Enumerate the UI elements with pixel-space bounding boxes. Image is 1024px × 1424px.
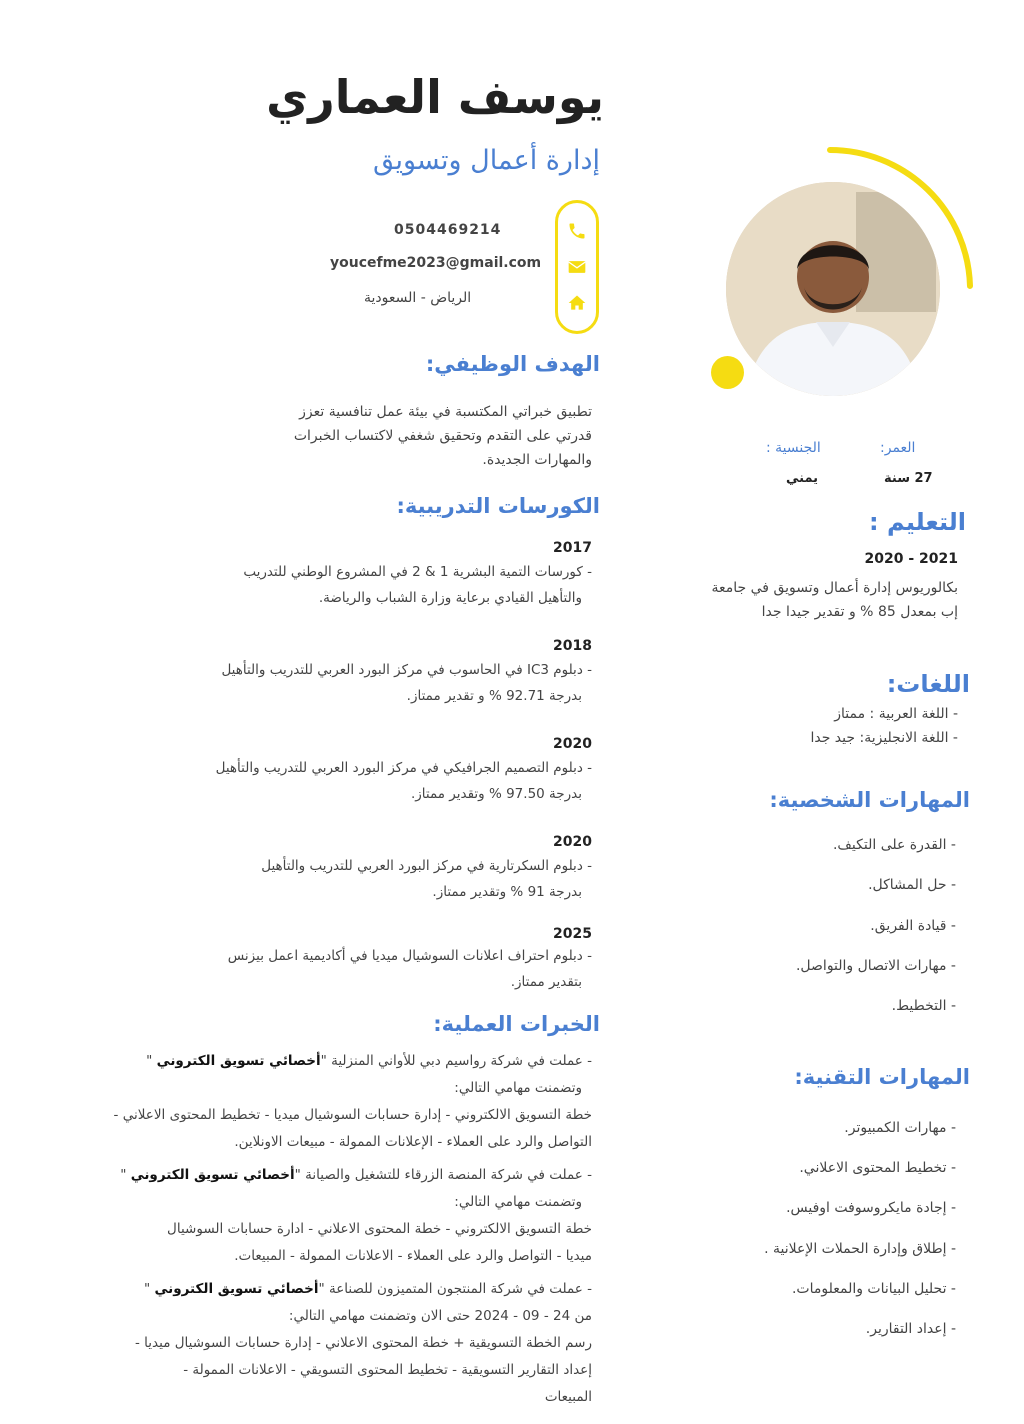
objective-text: تطبيق خبراتي المكتسبة في بيئة عمل تنافسية تعزز قدرتي على التقدم وتحقيق شغفي لاكتساب الخبرات والمهارات الجديدة.: [293, 404, 592, 468]
nationality-label: الجنسية :: [766, 440, 821, 456]
course-item: 2018 - دبلوم IC3 في الحاسوب في مركز البورد العربي للتدريب والتأهيل بدرجة 92.71 % و تقدير ممتاز.: [221, 638, 592, 704]
education-period: 2020 - 2021: [864, 551, 958, 567]
tech-skill-item: - تحليل البيانات والمعلومات.: [791, 1281, 956, 1297]
phone-icon: [567, 221, 587, 241]
language-item: - اللغة العربية : ممتاز: [834, 706, 958, 722]
job-title: إدارة أعمال وتسويق: [372, 145, 600, 176]
courses-list: [122, 540, 592, 990]
languages-heading: اللغات:: [886, 670, 970, 698]
skill-item: - قيادة الفريق.: [870, 918, 956, 934]
tech-skill-item: - تخطيط المحتوى الاعلاني.: [799, 1160, 956, 1176]
tech-skill-item: - مهارات الكمبيوتر.: [844, 1120, 956, 1136]
home-icon: [567, 293, 587, 313]
course-item: 2017 - كورسات التمية البشرية 1 & 2 في المشروع الوطني للتدريب والتأهيل القيادي برعاية وزارة الشباب والرياضة.: [243, 540, 592, 606]
skill-item: - مهارات الاتصال والتواصل.: [795, 958, 956, 974]
skill-item: - القدرة على التكيف.: [832, 837, 956, 853]
tech-skill-item: - إعداد التقارير.: [865, 1321, 956, 1337]
experience-item: - عملت في شركة المنتجون المتميزون للصناعة "أخصائي تسويق الكتروني " من 24 - 09 - 2024 حتى الان وتضمنت مهامي التالي: رسم الخطة التسويقية + خطة المحتوى الاعلاني - إدارة حسابات السوشيال ميديا - إعداد التقارير التسويقية - تخطيط المحتوى التسويقي - الاعلانات الممولة - المبيعات: [135, 1281, 592, 1405]
tech-skill-item: - إجادة مايكروسوفت اوفيس.: [786, 1200, 956, 1216]
personal-skills-heading: المهارات الشخصية:: [769, 788, 970, 812]
course-item: 2020 - دبلوم التصميم الجرافيكي في مركز البورد العربي للتدريب والتأهيل بدرجة 97.50 % وتقدير ممتاز.: [215, 736, 592, 802]
education-heading: التعليم :: [869, 508, 966, 536]
contact-icon-bar: [555, 200, 599, 334]
tech-skill-item: - إطلاق وإدارة الحملات الإعلانية .: [764, 1241, 956, 1257]
courses-heading: الكورسات التدريبية:: [396, 494, 600, 518]
experience-item: - عملت في شركة رواسيم دبي للأواني المنزلية "أخصائي تسويق الكتروني " وتضمنت مهامي التالي: خطة التسويق الالكتروني - إدارة حسابات السوشيال ميديا - تخطيط المحتوى الاعلاني - التواصل والرد على العملاء - الإعلانات الممولة - مبيعات الاونلاين.: [113, 1053, 592, 1150]
profile-photo: [726, 182, 940, 396]
language-item: - اللغة الانجليزية: جيد جدا: [810, 730, 958, 746]
experience-list: [12, 1048, 592, 1411]
mail-icon: [567, 257, 587, 277]
objective-heading: الهدف الوظيفي:: [425, 352, 600, 376]
course-item: 2020 - دبلوم السكرتارية في مركز البورد العربي للتدريب والتأهيل بدرجة 91 % وتقدير ممتاز.: [261, 834, 592, 900]
course-item: 2025 - دبلوم احتراف اعلانات السوشيال ميديا في أكاديمية اعمل بيزنس بتقدير ممتاز.: [227, 926, 592, 990]
skill-item: - التخطيط.: [891, 998, 956, 1014]
nationality-value: يمني: [786, 471, 819, 486]
experience-item: - عملت في شركة المنصة الزرقاء للتشغيل والصيانة "أخصائي تسويق الكتروني " وتضمنت مهامي التالي: خطة التسويق الالكتروني - خطة المحتوى الاعلاني - ادارة حسابات السوشيال ميديا - التواصل والرد على العملاء - الاعلانات الممولة - المبيعات.: [120, 1167, 592, 1264]
tech-skills-heading: المهارات التقنية:: [794, 1065, 970, 1089]
contact-phone: 0504469214: [394, 222, 502, 238]
age-value: 27 سنة: [884, 471, 933, 486]
education-text: بكالوريوس إدارة أعمال وتسويق في جامعة إب بمعدل 85 % و تقدير جيدا جدا: [711, 580, 958, 620]
candidate-name: يوسف العماري: [266, 70, 604, 124]
age-label: العمر:: [880, 440, 916, 456]
experience-heading: الخبرات العملية:: [433, 1012, 600, 1036]
contact-location: الرياض - السعودية: [364, 290, 472, 306]
skill-item: - حل المشاكل.: [868, 877, 956, 893]
decorative-dot: [711, 356, 744, 389]
contact-email: youcefme2023@gmail.com: [330, 255, 542, 271]
